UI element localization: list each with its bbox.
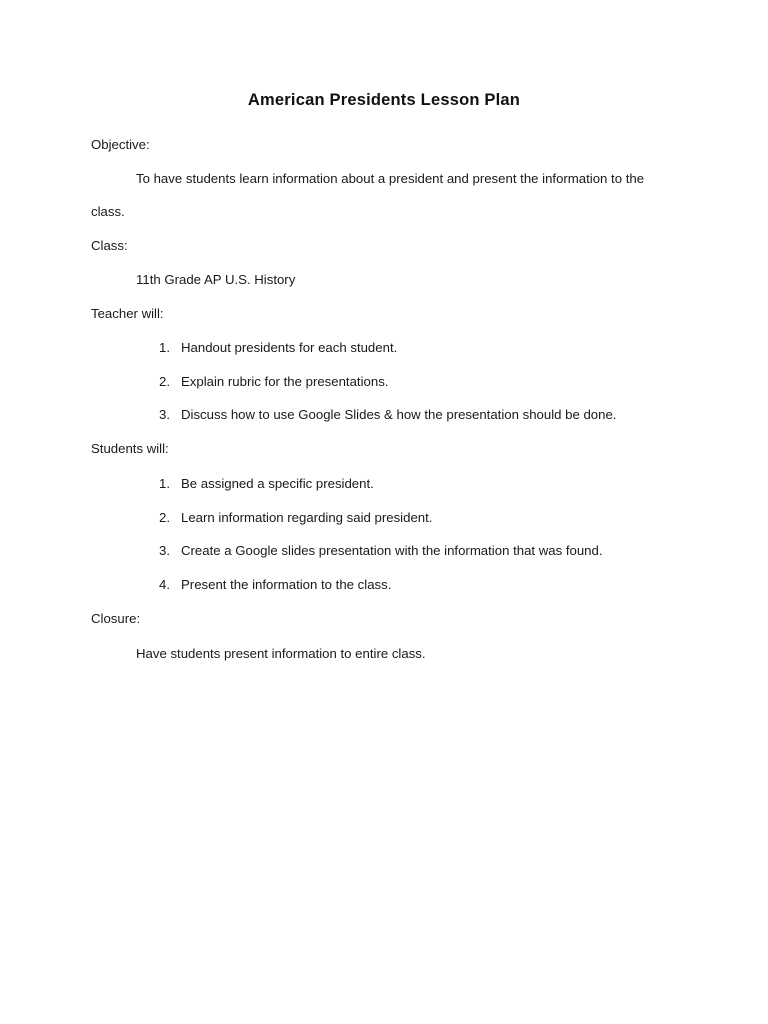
students-item-1: Be assigned a specific president. <box>181 476 374 491</box>
objective-heading: Objective: <box>91 137 150 152</box>
teacher-item-3-number: 3. <box>159 407 170 422</box>
students-item-2-number: 2. <box>159 510 170 525</box>
class-text: 11th Grade AP U.S. History <box>136 272 296 287</box>
students-item-3-number: 3. <box>159 543 170 558</box>
teacher-item-1-number: 1. <box>159 340 170 355</box>
closure-heading: Closure: <box>91 611 141 626</box>
class-heading: Class: <box>91 238 128 253</box>
teacher-item-1: Handout presidents for each student. <box>181 340 398 355</box>
teacher-heading: Teacher will: <box>91 306 164 321</box>
teacher-item-3: Discuss how to use Google Slides & how the presentation should be done. <box>181 407 617 422</box>
students-heading: Students will: <box>91 441 169 456</box>
students-item-4-number: 4. <box>159 577 170 592</box>
students-item-1-number: 1. <box>159 476 170 491</box>
objective-text-line-1: To have students learn information about a president and present the information to the <box>136 171 645 186</box>
objective-text-line-2: class. <box>91 204 125 219</box>
students-item-2: Learn information regarding said president. <box>181 510 433 525</box>
teacher-item-2-number: 2. <box>159 374 170 389</box>
teacher-item-2: Explain rubric for the presentations. <box>181 374 389 389</box>
students-item-3: Create a Google slides presentation with the information that was found. <box>181 543 603 558</box>
page-title: American Presidents Lesson Plan <box>247 91 521 109</box>
closure-text: Have students present information to entire class. <box>136 646 426 661</box>
students-item-4: Present the information to the class. <box>181 577 392 592</box>
